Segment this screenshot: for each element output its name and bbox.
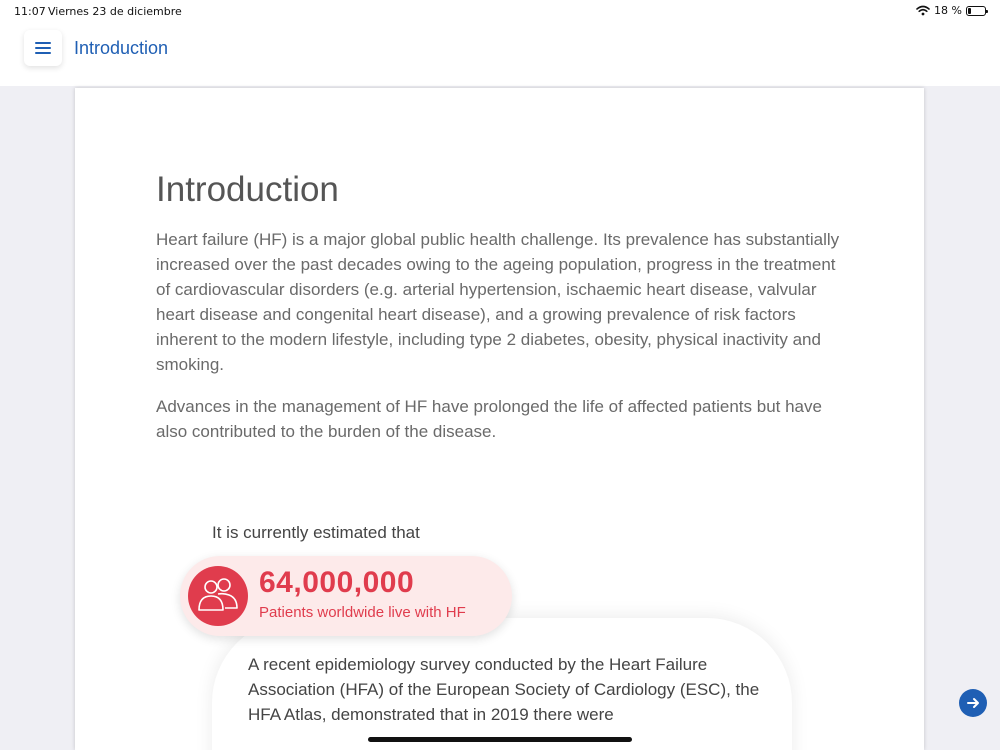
people-icon	[188, 566, 248, 626]
battery-icon	[966, 6, 986, 16]
page-title: Introduction	[156, 170, 339, 209]
status-time: 11:07	[14, 5, 46, 18]
hamburger-menu-icon	[35, 42, 51, 44]
epidemiology-text: A recent epidemiology survey conducted by the Heart Failure Association (HFA) of the European Society of Cardiology (ESC), the HFA Atlas, demonstrated that in 2019 there were	[248, 655, 760, 724]
app-bar-title: Introduction	[74, 38, 169, 58]
arrow-right-icon	[965, 695, 981, 711]
home-indicator[interactable]	[368, 737, 632, 742]
battery-percent: 18 %	[934, 4, 962, 17]
intro-paragraph: Heart failure (HF) is a major global public health challenge. Its prevalence has substantially increased over the past decades owing to the ageing population, progress in the treatment of cardiovascular disorders (e.g. arterial hypertension, ischaemic heart disease, valvular heart disease and congenital heart disease), and a growing prevalence of risk factors inherent to the modern lifestyle, including type 2 diabetes, obesity, physical inactivity and smoking.	[156, 230, 840, 374]
management-paragraph: Advances in the management of HF have prolonged the life of affected patients but have also contributed to the burden of the disease.	[156, 397, 822, 441]
status-bar	[0, 0, 1000, 24]
wifi-icon	[916, 5, 930, 16]
app-bar	[0, 24, 1000, 86]
menu-button[interactable]	[24, 30, 62, 66]
document-page[interactable]	[75, 88, 924, 750]
status-date: Viernes 23 de diciembre	[48, 5, 182, 18]
stat-highlight	[180, 556, 512, 636]
stat-number: 64,000,000	[259, 566, 415, 599]
estimate-intro: It is currently estimated that	[212, 523, 420, 542]
epidemiology-card	[212, 618, 792, 750]
hamburger-menu-icon	[35, 52, 51, 54]
stat-caption: Patients worldwide live with HF	[259, 604, 466, 621]
next-page-button[interactable]	[959, 689, 987, 717]
status-right	[916, 4, 986, 17]
hamburger-menu-icon	[35, 47, 51, 49]
